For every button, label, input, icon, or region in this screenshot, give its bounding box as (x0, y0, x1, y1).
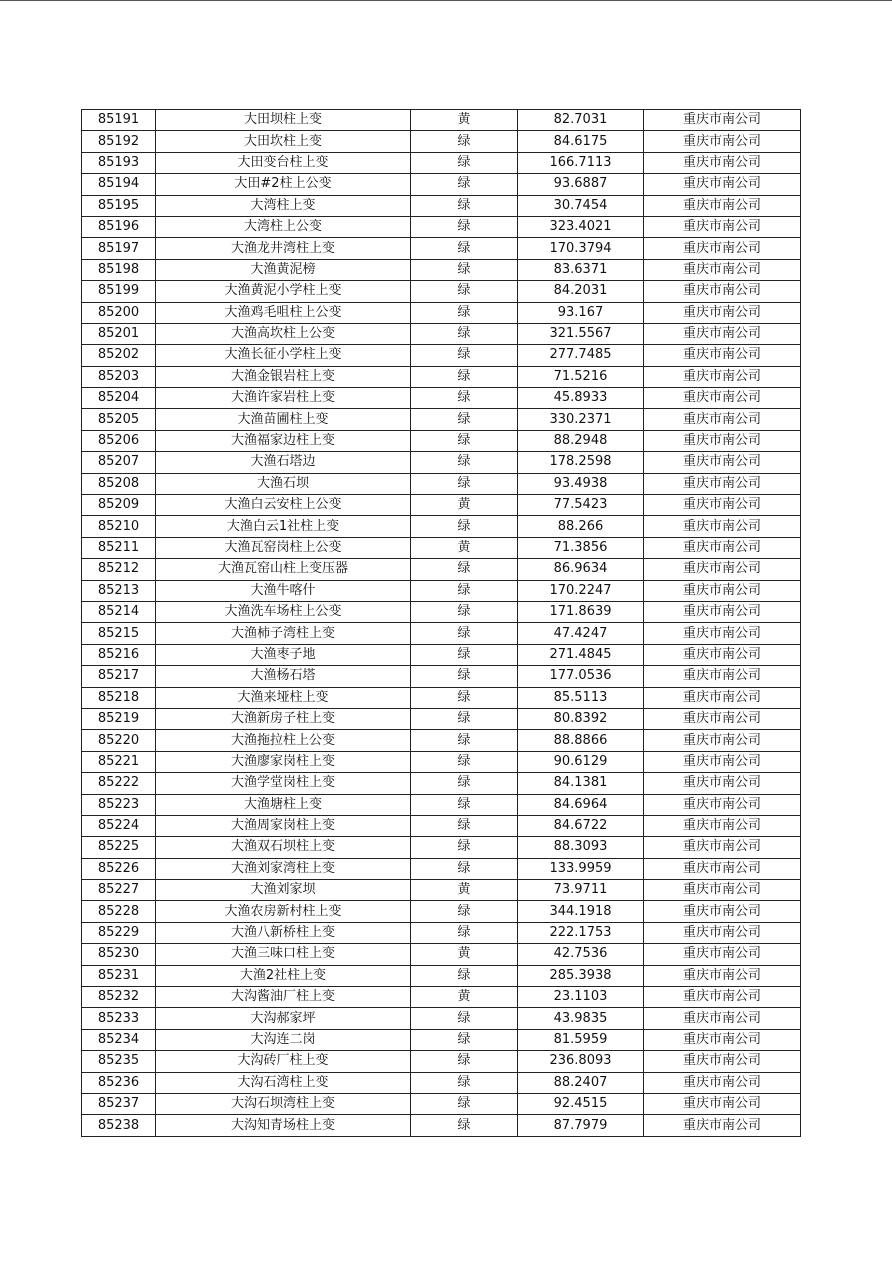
cell-status: 绿 (411, 708, 518, 729)
cell-status: 绿 (411, 1115, 518, 1136)
table-row (82, 965, 801, 986)
cell-status: 绿 (411, 1072, 518, 1093)
table-row (82, 773, 801, 794)
cell-company: 重庆市南公司 (644, 987, 801, 1008)
cell-company: 重庆市南公司 (644, 281, 801, 302)
cell-name: 大沟石湾柱上变 (156, 1072, 411, 1093)
table-row (82, 495, 801, 516)
cell-id: 85235 (82, 1051, 156, 1072)
cell-company: 重庆市南公司 (644, 345, 801, 366)
cell-id: 85223 (82, 794, 156, 815)
cell-name: 大渔白云安柱上公变 (156, 495, 411, 516)
cell-name: 大渔金银岩柱上变 (156, 366, 411, 387)
cell-name: 大渔福家边柱上变 (156, 430, 411, 451)
cell-value: 71.5216 (518, 366, 644, 387)
cell-id: 85204 (82, 388, 156, 409)
table-row (82, 110, 801, 131)
cell-value: 285.3938 (518, 965, 644, 986)
table-row (82, 666, 801, 687)
cell-status: 绿 (411, 323, 518, 344)
cell-name: 大渔塘柱上变 (156, 794, 411, 815)
cell-company: 重庆市南公司 (644, 944, 801, 965)
cell-status: 绿 (411, 1051, 518, 1072)
cell-value: 82.7031 (518, 110, 644, 131)
cell-value: 93.6887 (518, 174, 644, 195)
cell-company: 重庆市南公司 (644, 537, 801, 558)
cell-name: 大渔新房子柱上变 (156, 708, 411, 729)
cell-name: 大田变台柱上变 (156, 152, 411, 173)
cell-status: 绿 (411, 195, 518, 216)
cell-company: 重庆市南公司 (644, 323, 801, 344)
cell-company: 重庆市南公司 (644, 837, 801, 858)
table-row (82, 1051, 801, 1072)
cell-company: 重庆市南公司 (644, 559, 801, 580)
cell-value: 171.8639 (518, 601, 644, 622)
cell-value: 88.2948 (518, 430, 644, 451)
cell-company: 重庆市南公司 (644, 901, 801, 922)
cell-value: 344.1918 (518, 901, 644, 922)
cell-company: 重庆市南公司 (644, 152, 801, 173)
cell-name: 大渔来垭柱上变 (156, 687, 411, 708)
cell-company: 重庆市南公司 (644, 1115, 801, 1136)
cell-value: 323.4021 (518, 216, 644, 237)
table-row (82, 751, 801, 772)
cell-company: 重庆市南公司 (644, 430, 801, 451)
table-row (82, 1072, 801, 1093)
table-row (82, 1115, 801, 1136)
cell-company: 重庆市南公司 (644, 473, 801, 494)
cell-name: 大渔牛喀什 (156, 580, 411, 601)
cell-id: 85203 (82, 366, 156, 387)
cell-id: 85220 (82, 730, 156, 751)
table-row (82, 259, 801, 280)
cell-status: 绿 (411, 687, 518, 708)
cell-company: 重庆市南公司 (644, 195, 801, 216)
table-row (82, 1008, 801, 1029)
cell-status: 绿 (411, 794, 518, 815)
cell-status: 绿 (411, 858, 518, 879)
cell-value: 330.2371 (518, 409, 644, 430)
cell-id: 85222 (82, 773, 156, 794)
cell-status: 绿 (411, 452, 518, 473)
cell-company: 重庆市南公司 (644, 388, 801, 409)
cell-name: 大渔瓦窑山柱上变压器 (156, 559, 411, 580)
cell-value: 88.2407 (518, 1072, 644, 1093)
cell-id: 85219 (82, 708, 156, 729)
cell-name: 大渔刘家坝 (156, 880, 411, 901)
cell-status: 绿 (411, 666, 518, 687)
table-row (82, 216, 801, 237)
cell-name: 大渔学堂岗柱上变 (156, 773, 411, 794)
table-row (82, 409, 801, 430)
cell-value: 170.2247 (518, 580, 644, 601)
cell-company: 重庆市南公司 (644, 815, 801, 836)
cell-id: 85191 (82, 110, 156, 131)
table-row (82, 880, 801, 901)
cell-id: 85195 (82, 195, 156, 216)
cell-status: 绿 (411, 516, 518, 537)
cell-status: 绿 (411, 238, 518, 259)
cell-status: 绿 (411, 773, 518, 794)
table-row (82, 708, 801, 729)
cell-company: 重庆市南公司 (644, 238, 801, 259)
cell-status: 绿 (411, 302, 518, 323)
cell-name: 大田坝柱上变 (156, 110, 411, 131)
cell-id: 85211 (82, 537, 156, 558)
cell-company: 重庆市南公司 (644, 495, 801, 516)
cell-name: 大渔长征小学柱上变 (156, 345, 411, 366)
cell-name: 大渔农房新村柱上变 (156, 901, 411, 922)
cell-status: 绿 (411, 965, 518, 986)
cell-id: 85227 (82, 880, 156, 901)
cell-name: 大沟石坝湾柱上变 (156, 1093, 411, 1114)
cell-status: 绿 (411, 559, 518, 580)
table-row (82, 281, 801, 302)
cell-value: 80.8392 (518, 708, 644, 729)
cell-company: 重庆市南公司 (644, 259, 801, 280)
cell-status: 绿 (411, 152, 518, 173)
cell-id: 85225 (82, 837, 156, 858)
cell-company: 重庆市南公司 (644, 601, 801, 622)
cell-company: 重庆市南公司 (644, 880, 801, 901)
table-row (82, 473, 801, 494)
cell-company: 重庆市南公司 (644, 174, 801, 195)
cell-name: 大渔杨石塔 (156, 666, 411, 687)
cell-name: 大渔2社柱上变 (156, 965, 411, 986)
cell-company: 重庆市南公司 (644, 1072, 801, 1093)
cell-name: 大渔黄泥榜 (156, 259, 411, 280)
cell-name: 大渔刘家湾柱上变 (156, 858, 411, 879)
cell-name: 大渔白云1社柱上变 (156, 516, 411, 537)
cell-name: 大渔周家岗柱上变 (156, 815, 411, 836)
cell-name: 大渔洗车场柱上公变 (156, 601, 411, 622)
cell-value: 83.6371 (518, 259, 644, 280)
cell-id: 85233 (82, 1008, 156, 1029)
table-row (82, 687, 801, 708)
cell-name: 大渔双石坝柱上变 (156, 837, 411, 858)
cell-id: 85213 (82, 580, 156, 601)
cell-value: 81.5959 (518, 1029, 644, 1050)
cell-value: 90.6129 (518, 751, 644, 772)
cell-value: 133.9959 (518, 858, 644, 879)
table-row (82, 794, 801, 815)
cell-value: 88.8866 (518, 730, 644, 751)
cell-id: 85228 (82, 901, 156, 922)
cell-id: 85221 (82, 751, 156, 772)
cell-name: 大渔黄泥小学柱上变 (156, 281, 411, 302)
cell-status: 黄 (411, 110, 518, 131)
cell-id: 85198 (82, 259, 156, 280)
table-row (82, 174, 801, 195)
cell-value: 84.6722 (518, 815, 644, 836)
cell-id: 85212 (82, 559, 156, 580)
table-row (82, 623, 801, 644)
cell-company: 重庆市南公司 (644, 1029, 801, 1050)
cell-status: 绿 (411, 601, 518, 622)
cell-company: 重庆市南公司 (644, 452, 801, 473)
cell-status: 黄 (411, 880, 518, 901)
cell-company: 重庆市南公司 (644, 965, 801, 986)
cell-id: 85196 (82, 216, 156, 237)
cell-status: 绿 (411, 837, 518, 858)
cell-id: 85206 (82, 430, 156, 451)
cell-value: 30.7454 (518, 195, 644, 216)
cell-id: 85207 (82, 452, 156, 473)
cell-id: 85229 (82, 922, 156, 943)
cell-company: 重庆市南公司 (644, 302, 801, 323)
cell-value: 86.9634 (518, 559, 644, 580)
cell-name: 大沟连二岗 (156, 1029, 411, 1050)
cell-id: 85230 (82, 944, 156, 965)
table-row (82, 1029, 801, 1050)
cell-company: 重庆市南公司 (644, 687, 801, 708)
cell-value: 222.1753 (518, 922, 644, 943)
cell-name: 大渔瓦窑岗柱上公变 (156, 537, 411, 558)
table-row (82, 537, 801, 558)
cell-name: 大湾柱上变 (156, 195, 411, 216)
cell-status: 绿 (411, 623, 518, 644)
cell-status: 绿 (411, 174, 518, 195)
cell-name: 大渔石坝 (156, 473, 411, 494)
cell-status: 绿 (411, 259, 518, 280)
table-row (82, 452, 801, 473)
cell-status: 绿 (411, 345, 518, 366)
cell-value: 47.4247 (518, 623, 644, 644)
cell-name: 大渔拖拉柱上公变 (156, 730, 411, 751)
cell-company: 重庆市南公司 (644, 708, 801, 729)
cell-value: 88.3093 (518, 837, 644, 858)
cell-name: 大渔柿子湾柱上变 (156, 623, 411, 644)
cell-value: 73.9711 (518, 880, 644, 901)
cell-company: 重庆市南公司 (644, 644, 801, 665)
cell-id: 85200 (82, 302, 156, 323)
cell-name: 大沟郝家坪 (156, 1008, 411, 1029)
table-row (82, 430, 801, 451)
cell-name: 大渔许家岩柱上变 (156, 388, 411, 409)
cell-id: 85209 (82, 495, 156, 516)
cell-value: 177.0536 (518, 666, 644, 687)
table-row (82, 152, 801, 173)
table-row (82, 323, 801, 344)
cell-status: 绿 (411, 409, 518, 430)
cell-value: 42.7536 (518, 944, 644, 965)
table-row (82, 987, 801, 1008)
cell-status: 绿 (411, 580, 518, 601)
cell-value: 93.4938 (518, 473, 644, 494)
cell-name: 大渔高坎柱上公变 (156, 323, 411, 344)
cell-id: 85218 (82, 687, 156, 708)
cell-status: 黄 (411, 537, 518, 558)
cell-company: 重庆市南公司 (644, 922, 801, 943)
cell-id: 85231 (82, 965, 156, 986)
cell-id: 85192 (82, 131, 156, 152)
cell-id: 85215 (82, 623, 156, 644)
cell-company: 重庆市南公司 (644, 366, 801, 387)
table-row (82, 345, 801, 366)
cell-status: 绿 (411, 751, 518, 772)
cell-value: 166.7113 (518, 152, 644, 173)
cell-value: 92.4515 (518, 1093, 644, 1114)
cell-name: 大渔石塔边 (156, 452, 411, 473)
cell-id: 85205 (82, 409, 156, 430)
cell-id: 85210 (82, 516, 156, 537)
table-row (82, 730, 801, 751)
cell-value: 23.1103 (518, 987, 644, 1008)
data-table (81, 109, 801, 1137)
cell-id: 85237 (82, 1093, 156, 1114)
cell-id: 85224 (82, 815, 156, 836)
cell-value: 170.3794 (518, 238, 644, 259)
cell-name: 大渔苗圃柱上变 (156, 409, 411, 430)
cell-value: 236.8093 (518, 1051, 644, 1072)
cell-status: 黄 (411, 495, 518, 516)
cell-id: 85201 (82, 323, 156, 344)
cell-value: 84.1381 (518, 773, 644, 794)
cell-company: 重庆市南公司 (644, 858, 801, 879)
table-row (82, 858, 801, 879)
table-row (82, 195, 801, 216)
table-row (82, 601, 801, 622)
cell-id: 85197 (82, 238, 156, 259)
cell-status: 绿 (411, 366, 518, 387)
cell-company: 重庆市南公司 (644, 773, 801, 794)
cell-value: 178.2598 (518, 452, 644, 473)
cell-name: 大沟酱油厂柱上变 (156, 987, 411, 1008)
cell-name: 大渔枣子地 (156, 644, 411, 665)
cell-status: 绿 (411, 430, 518, 451)
cell-name: 大田坎柱上变 (156, 131, 411, 152)
cell-company: 重庆市南公司 (644, 730, 801, 751)
cell-status: 绿 (411, 730, 518, 751)
cell-company: 重庆市南公司 (644, 580, 801, 601)
cell-status: 黄 (411, 987, 518, 1008)
cell-id: 85194 (82, 174, 156, 195)
table-row (82, 901, 801, 922)
cell-company: 重庆市南公司 (644, 751, 801, 772)
cell-id: 85214 (82, 601, 156, 622)
cell-value: 45.8933 (518, 388, 644, 409)
cell-name: 大渔三味口柱上变 (156, 944, 411, 965)
cell-name: 大沟砖厂柱上变 (156, 1051, 411, 1072)
table-row (82, 837, 801, 858)
cell-name: 大田#2柱上公变 (156, 174, 411, 195)
cell-status: 绿 (411, 901, 518, 922)
cell-id: 85217 (82, 666, 156, 687)
cell-status: 绿 (411, 131, 518, 152)
cell-status: 绿 (411, 922, 518, 943)
cell-company: 重庆市南公司 (644, 1051, 801, 1072)
cell-status: 绿 (411, 388, 518, 409)
cell-id: 85238 (82, 1115, 156, 1136)
cell-name: 大湾柱上公变 (156, 216, 411, 237)
cell-name: 大渔龙井湾柱上变 (156, 238, 411, 259)
table-row (82, 302, 801, 323)
table-row (82, 559, 801, 580)
table-row (82, 388, 801, 409)
cell-id: 85216 (82, 644, 156, 665)
cell-status: 黄 (411, 944, 518, 965)
cell-status: 绿 (411, 1093, 518, 1114)
cell-id: 85236 (82, 1072, 156, 1093)
cell-company: 重庆市南公司 (644, 1008, 801, 1029)
cell-company: 重庆市南公司 (644, 516, 801, 537)
cell-id: 85199 (82, 281, 156, 302)
cell-id: 85202 (82, 345, 156, 366)
cell-value: 271.4845 (518, 644, 644, 665)
cell-status: 绿 (411, 644, 518, 665)
cell-id: 85234 (82, 1029, 156, 1050)
cell-status: 绿 (411, 815, 518, 836)
cell-status: 绿 (411, 1008, 518, 1029)
cell-name: 大渔廖家岗柱上变 (156, 751, 411, 772)
cell-status: 绿 (411, 473, 518, 494)
cell-value: 277.7485 (518, 345, 644, 366)
table-row (82, 815, 801, 836)
cell-value: 84.6175 (518, 131, 644, 152)
cell-company: 重庆市南公司 (644, 1093, 801, 1114)
cell-value: 84.2031 (518, 281, 644, 302)
cell-value: 87.7979 (518, 1115, 644, 1136)
table-row (82, 944, 801, 965)
cell-value: 77.5423 (518, 495, 644, 516)
cell-name: 大渔鸡毛咀柱上公变 (156, 302, 411, 323)
cell-name: 大渔八新桥柱上变 (156, 922, 411, 943)
cell-value: 43.9835 (518, 1008, 644, 1029)
table-row (82, 1093, 801, 1114)
cell-company: 重庆市南公司 (644, 794, 801, 815)
table-row (82, 131, 801, 152)
cell-id: 85226 (82, 858, 156, 879)
cell-value: 85.5113 (518, 687, 644, 708)
table-row (82, 580, 801, 601)
cell-company: 重庆市南公司 (644, 110, 801, 131)
table-row (82, 644, 801, 665)
cell-value: 88.266 (518, 516, 644, 537)
cell-id: 85193 (82, 152, 156, 173)
table-row (82, 922, 801, 943)
cell-company: 重庆市南公司 (644, 623, 801, 644)
cell-id: 85232 (82, 987, 156, 1008)
cell-value: 71.3856 (518, 537, 644, 558)
table-row (82, 366, 801, 387)
cell-company: 重庆市南公司 (644, 666, 801, 687)
table-row (82, 516, 801, 537)
cell-status: 绿 (411, 216, 518, 237)
cell-company: 重庆市南公司 (644, 409, 801, 430)
cell-status: 绿 (411, 281, 518, 302)
table-row (82, 238, 801, 259)
cell-value: 321.5567 (518, 323, 644, 344)
cell-name: 大沟知青场柱上变 (156, 1115, 411, 1136)
cell-value: 84.6964 (518, 794, 644, 815)
cell-status: 绿 (411, 1029, 518, 1050)
cell-company: 重庆市南公司 (644, 216, 801, 237)
table-body (82, 110, 801, 1137)
cell-id: 85208 (82, 473, 156, 494)
cell-company: 重庆市南公司 (644, 131, 801, 152)
cell-value: 93.167 (518, 302, 644, 323)
